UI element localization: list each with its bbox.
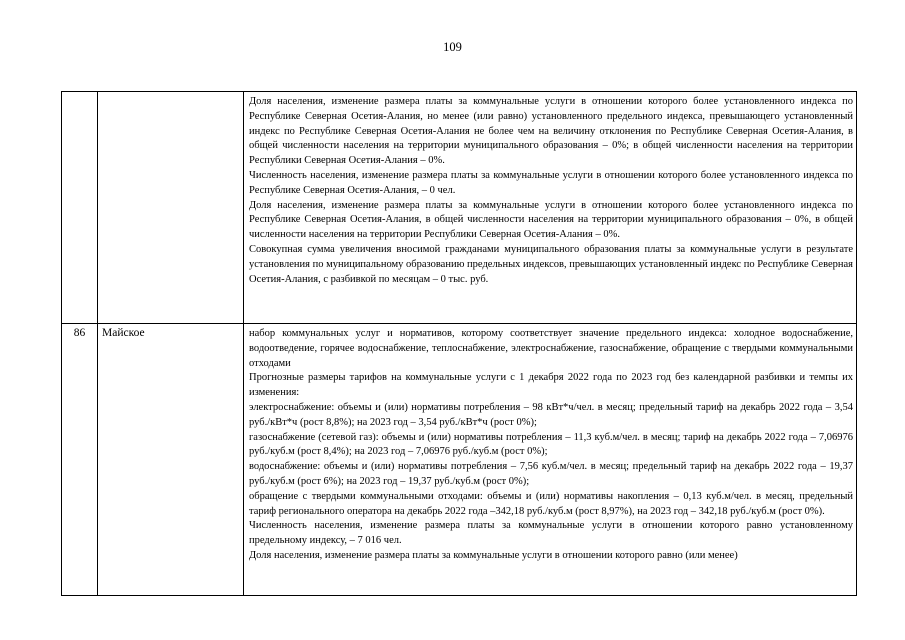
- indicator-paragraph: набор коммунальных услуг и нормативов, которому соответствует значение предельного индекса: холодное водоснабжение, водоотведение, горячее водоснабжение, теплоснабжение, электроснабжение, газоснабжение, обращение с твердыми коммунальными отходами: [249, 328, 853, 369]
- indicator-paragraph: Доля населения, изменение размера платы за коммунальные услуги в отношении которого более установленного индекса по Республике Северная Осетия-Алания, но менее (или равно) установленного предельного индекса, превышающего установленный индекс по Республике Северная Осетия-Алания не более чем на величину отклонения по Республике Северная Осетия-Алания, в общей численности населения на территории муниципального образования – 0%; в общей численности населения на территории Республики Северная Осетия-Алания – 0%.: [249, 96, 853, 167]
- indicator-paragraph: Совокупная сумма увеличения вносимой гражданами муниципального образования платы за коммунальные услуги в результате установления по муниципальному образованию предельных индексов, превышающих установленный индекс по Республике Северная Осетия-Алания, с разбивкой по месяцам – 0 тыс. руб.: [249, 243, 853, 285]
- row-number-cell: [62, 92, 98, 324]
- table-row: [62, 324, 857, 596]
- indicator-paragraph: Доля населения, изменение размера платы за коммунальные услуги в отношении которого равно (или менее): [249, 549, 738, 561]
- indicator-paragraph: Численность населения, изменение размера платы за коммунальные услуги в отношении которого более установленного индекса по Республике Северная Осетия-Алания, – 0 чел.: [249, 169, 853, 196]
- indicator-paragraph: водоснабжение: объемы и (или) нормативы потребления – 7,56 куб.м/чел. в месяц; предельный тариф на декабрь 2022 года – 19,37 руб./куб.м (рост 6%); на 2023 год – 19,37 руб./куб.м (рост 0%);: [249, 461, 853, 487]
- indicator-paragraph: газоснабжение (сетевой газ): объемы и (или) нормативы потребления – 11,3 куб.м/чел. в месяц; тариф на декабрь 2022 года – 7,06976 руб./куб.м (рост 8,4%); на 2023 год – 7,06976 руб./куб.м (рост 0%);: [249, 431, 853, 458]
- indicator-paragraph: Прогнозные размеры тарифов на коммунальные услуги с 1 декабря 2022 года по 2023 год без календарной разбивки и темпы их изменения:: [249, 372, 853, 399]
- indicator-paragraph: Доля населения, изменение размера платы за коммунальные услуги в отношении которого более установленного индекса по Республике Северная Осетия-Алания, в общей численности населения на территории муниципального образования – 0%, в общей численности населения на территории Республики Северная Осетия-Алания – 0%.: [249, 199, 853, 241]
- indicator-paragraph: Численность населения, изменение размера платы за коммунальные услуги в отношении которого равно установленному предельному индексу, – 7 016 чел.: [249, 520, 853, 547]
- indicator-content-cell: [244, 92, 857, 324]
- row-number-cell: 86: [62, 324, 98, 596]
- data-table: [61, 91, 857, 596]
- table-row: [62, 92, 857, 324]
- municipality-name-cell: Майское: [98, 324, 244, 596]
- page-number: 109: [443, 40, 462, 54]
- municipality-name-cell: [98, 92, 244, 324]
- indicator-paragraph: обращение с твердыми коммунальными отходами: объемы и (или) нормативы накопления – 0,13 куб.м/чел. в месяц, предельный тариф регионального оператора на декабрь 2022 года –342,18 руб./куб.м (рост 8,97%), на 2023 год – 342,18 руб./куб.м (рост 0%).: [249, 490, 853, 517]
- indicator-content-cell: [244, 324, 857, 596]
- indicator-paragraph: электроснабжение: объемы и (или) нормативы потребления – 98 кВт*ч/чел. в месяц; предельный тариф на декабрь 2022 года – 3,54 руб./кВт*ч (рост 8,8%); на 2023 год – 3,54 руб./кВт*ч (рост 0%);: [249, 401, 853, 428]
